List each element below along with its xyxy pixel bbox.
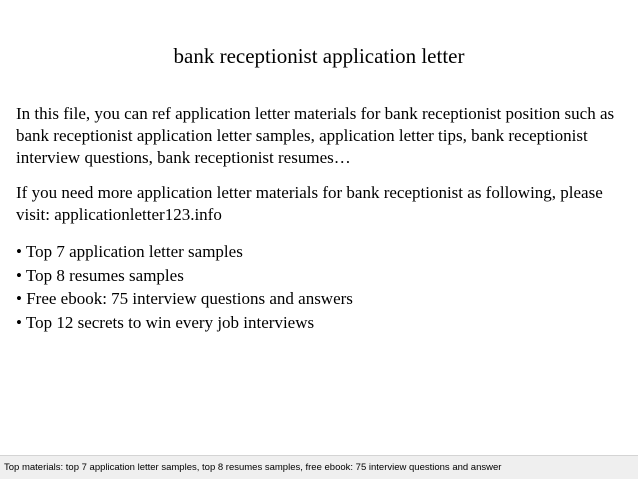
list-item: • Top 8 resumes samples: [16, 265, 184, 285]
page-title: bank receptionist application letter: [173, 44, 465, 68]
footer-text: Top materials: top 7 application letter samples, top 8 resumes samples, free ebook: 75 interview questions and answer: [4, 462, 502, 473]
footer-bar: [0, 455, 638, 479]
visit-paragraph: If you need more application letter materials for bank receptionist as following, please visit: applicationletter123.info: [16, 183, 603, 224]
intro-paragraph: In this file, you can ref application letter materials for bank receptionist position such as bank receptionist application letter samples, application letter tips, bank receptionist interview questions, bank receptionist resumes…: [16, 104, 615, 167]
list-item: • Top 7 application letter samples: [16, 242, 243, 261]
list-item: • Free ebook: 75 interview questions and answers: [16, 289, 353, 308]
list-item: • Top 12 secrets to win every job interviews: [16, 312, 315, 332]
materials-list: [16, 240, 622, 334]
